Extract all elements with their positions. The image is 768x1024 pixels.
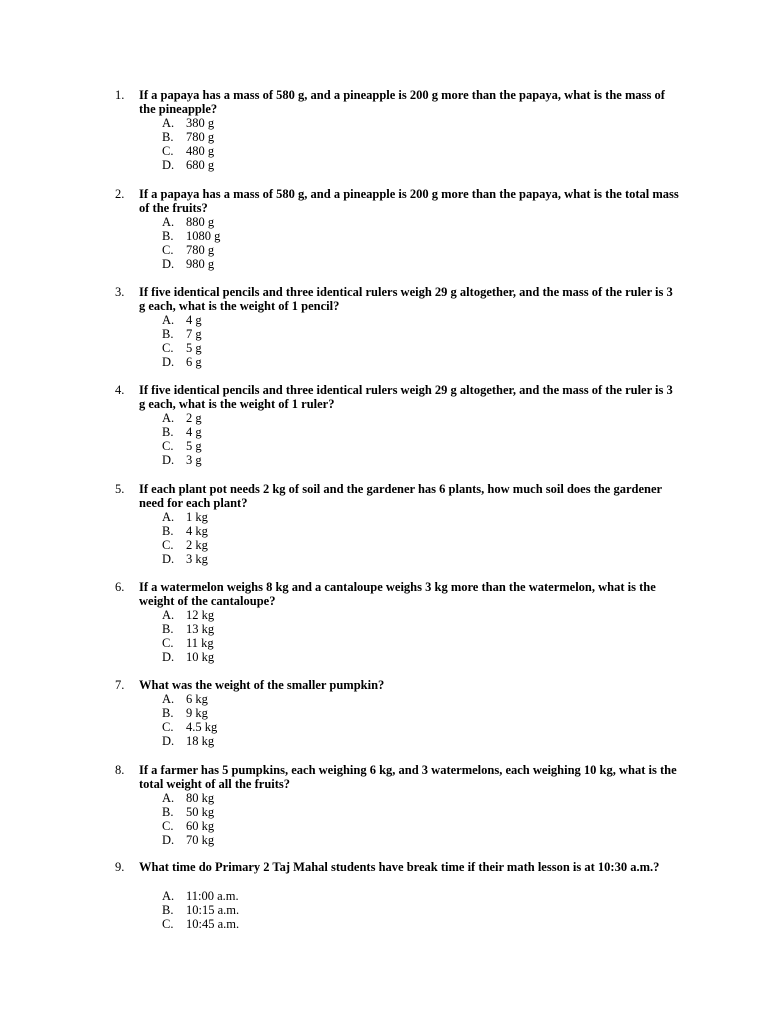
option-letter: A. bbox=[162, 692, 175, 706]
option-b bbox=[0, 229, 400, 243]
option-letter: C. bbox=[162, 917, 174, 931]
option-a bbox=[0, 608, 400, 622]
question-number: 7. bbox=[115, 678, 125, 692]
option-text: 6 g bbox=[186, 355, 202, 369]
option-letter: C. bbox=[162, 720, 174, 734]
option-letter: C. bbox=[162, 636, 174, 650]
option-c bbox=[0, 341, 400, 355]
option-text: 2 kg bbox=[186, 538, 208, 552]
option-letter: A. bbox=[162, 215, 175, 229]
option-text: 10:15 a.m. bbox=[186, 903, 240, 917]
option-letter: B. bbox=[162, 130, 174, 144]
option-letter: C. bbox=[162, 144, 174, 158]
question-text: What was the weight of the smaller pumpkin? bbox=[139, 678, 385, 692]
option-d bbox=[0, 650, 400, 664]
option-letter: D. bbox=[162, 833, 175, 847]
option-text: 5 g bbox=[186, 439, 202, 453]
option-letter: B. bbox=[162, 622, 174, 636]
option-d bbox=[0, 833, 400, 847]
question-number: 5. bbox=[115, 482, 125, 496]
option-letter: C. bbox=[162, 243, 174, 257]
option-letter: A. bbox=[162, 791, 175, 805]
option-d bbox=[0, 257, 400, 271]
option-letter: B. bbox=[162, 903, 174, 917]
option-letter: B. bbox=[162, 524, 174, 538]
question-number: 2. bbox=[115, 187, 125, 201]
question-number: 9. bbox=[115, 860, 125, 874]
option-b bbox=[0, 130, 400, 144]
option-c bbox=[0, 144, 400, 158]
option-letter: B. bbox=[162, 425, 174, 439]
option-text: 480 g bbox=[186, 144, 215, 158]
option-a bbox=[0, 692, 400, 706]
option-text: 1080 g bbox=[186, 229, 221, 243]
option-c bbox=[0, 538, 400, 552]
option-d bbox=[0, 552, 400, 566]
option-letter: D. bbox=[162, 650, 175, 664]
option-letter: B. bbox=[162, 706, 174, 720]
option-c bbox=[0, 636, 400, 650]
option-a bbox=[0, 116, 400, 130]
option-letter: A. bbox=[162, 411, 175, 425]
option-text: 18 kg bbox=[186, 734, 215, 748]
option-text: 4.5 kg bbox=[186, 720, 218, 734]
option-c bbox=[0, 243, 400, 257]
question-text: If a papaya has a mass of 580 g, and a pineapple is 200 g more than the papaya, what is the mass of the pineapple? bbox=[139, 88, 665, 116]
question-text: If a papaya has a mass of 580 g, and a pineapple is 200 g more than the papaya, what is the total mass of the fruits? bbox=[139, 187, 679, 215]
option-text: 10 kg bbox=[186, 650, 215, 664]
option-text: 6 kg bbox=[186, 692, 208, 706]
option-text: 4 kg bbox=[186, 524, 208, 538]
option-b bbox=[0, 903, 400, 917]
option-text: 4 g bbox=[186, 425, 202, 439]
option-letter: B. bbox=[162, 229, 174, 243]
option-letter: C. bbox=[162, 439, 174, 453]
option-b bbox=[0, 706, 400, 720]
option-text: 4 g bbox=[186, 313, 202, 327]
option-text: 980 g bbox=[186, 257, 215, 271]
question-text: If five identical pencils and three identical rulers weigh 29 g altogether, and the mass of the ruler is 3 g each, what is the weight of 1 ruler? bbox=[139, 383, 673, 411]
option-letter: B. bbox=[162, 327, 174, 341]
option-c bbox=[0, 439, 400, 453]
option-d bbox=[0, 355, 400, 369]
option-text: 380 g bbox=[186, 116, 215, 130]
option-text: 11 kg bbox=[186, 636, 214, 650]
option-letter: D. bbox=[162, 355, 175, 369]
option-a bbox=[0, 411, 400, 425]
option-a bbox=[0, 215, 400, 229]
question-text: What time do Primary 2 Taj Mahal students have break time if their math lesson is at 10:30 a.m.? bbox=[139, 860, 660, 874]
option-text: 50 kg bbox=[186, 805, 215, 819]
question-text: If each plant pot needs 2 kg of soil and the gardener has 6 plants, how much soil does the gardener need for each plant? bbox=[139, 482, 662, 510]
option-d bbox=[0, 734, 400, 748]
option-a bbox=[0, 313, 400, 327]
option-text: 1 kg bbox=[186, 510, 208, 524]
option-text: 5 g bbox=[186, 341, 202, 355]
option-b bbox=[0, 622, 400, 636]
option-text: 13 kg bbox=[186, 622, 215, 636]
option-text: 780 g bbox=[186, 130, 215, 144]
option-text: 12 kg bbox=[186, 608, 215, 622]
option-d bbox=[0, 453, 400, 467]
question-number: 4. bbox=[115, 383, 125, 397]
option-text: 9 kg bbox=[186, 706, 208, 720]
option-c bbox=[0, 917, 400, 931]
option-letter: A. bbox=[162, 313, 175, 327]
option-letter: A. bbox=[162, 510, 175, 524]
option-text: 80 kg bbox=[186, 791, 215, 805]
option-letter: B. bbox=[162, 805, 174, 819]
option-letter: A. bbox=[162, 889, 175, 903]
question-text: If five identical pencils and three identical rulers weigh 29 g altogether, and the mass of the ruler is 3 g each, what is the weight of 1 pencil? bbox=[139, 285, 673, 313]
option-letter: D. bbox=[162, 158, 175, 172]
option-text: 10:45 a.m. bbox=[186, 917, 240, 931]
option-c bbox=[0, 819, 400, 833]
option-text: 3 kg bbox=[186, 552, 208, 566]
option-text: 11:00 a.m. bbox=[186, 889, 239, 903]
option-b bbox=[0, 805, 400, 819]
option-letter: D. bbox=[162, 453, 175, 467]
option-a bbox=[0, 791, 400, 805]
option-text: 2 g bbox=[186, 411, 202, 425]
option-letter: A. bbox=[162, 116, 175, 130]
option-text: 60 kg bbox=[186, 819, 215, 833]
question-text: If a farmer has 5 pumpkins, each weighing 6 kg, and 3 watermelons, each weighing 10 kg, what is the total weight of all the fruits? bbox=[139, 763, 677, 791]
question-text: If a watermelon weighs 8 kg and a cantaloupe weighs 3 kg more than the watermelon, what is the weight of the cantaloupe? bbox=[139, 580, 656, 608]
option-text: 780 g bbox=[186, 243, 215, 257]
option-b bbox=[0, 425, 400, 439]
option-text: 7 g bbox=[186, 327, 202, 341]
option-letter: D. bbox=[162, 734, 175, 748]
option-c bbox=[0, 720, 400, 734]
option-text: 680 g bbox=[186, 158, 215, 172]
option-letter: C. bbox=[162, 341, 174, 355]
option-text: 880 g bbox=[186, 215, 215, 229]
option-b bbox=[0, 327, 400, 341]
option-text: 3 g bbox=[186, 453, 202, 467]
question-number: 6. bbox=[115, 580, 125, 594]
question-number: 1. bbox=[115, 88, 125, 102]
option-a bbox=[0, 889, 400, 903]
option-letter: C. bbox=[162, 538, 174, 552]
option-text: 70 kg bbox=[186, 833, 215, 847]
option-letter: D. bbox=[162, 257, 175, 271]
question-number: 3. bbox=[115, 285, 125, 299]
question-number: 8. bbox=[115, 763, 125, 777]
option-d bbox=[0, 158, 400, 172]
option-b bbox=[0, 524, 400, 538]
option-letter: C. bbox=[162, 819, 174, 833]
option-a bbox=[0, 510, 400, 524]
option-letter: D. bbox=[162, 552, 175, 566]
option-letter: A. bbox=[162, 608, 175, 622]
